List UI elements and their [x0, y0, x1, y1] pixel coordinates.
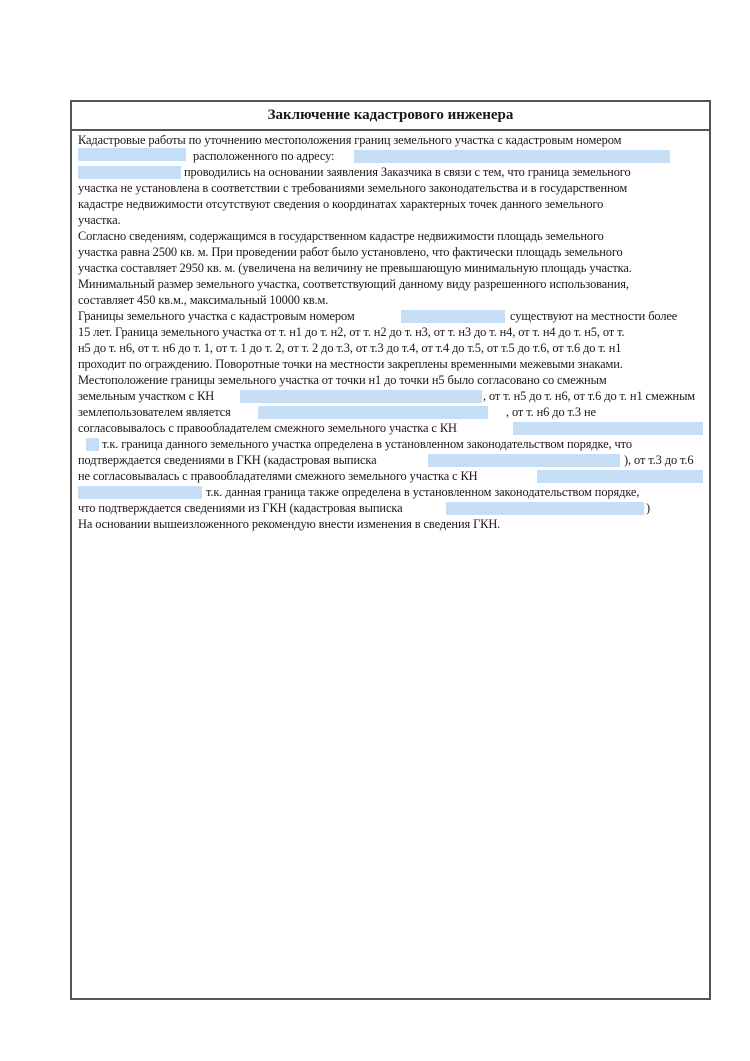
text-line: земельным участком с КН , от т. н5 до т. н6, от т.6 до т. н1 смежным — [78, 389, 696, 403]
redacted-address — [354, 150, 670, 163]
redacted-cadastral-number — [78, 148, 186, 161]
text-line: участка. — [78, 213, 121, 227]
text-line: согласовывалось с правообладателем смежного земельного участка с КН — [78, 420, 703, 436]
text-line: Местоположение границы земельного участка от точки н1 до точки н5 было согласовано со смежным — [78, 373, 607, 387]
text-line: участка не установлена в соответствии с требованиями земельного законодательства и в государственном — [78, 181, 628, 195]
conclusion-frame — [70, 100, 711, 1000]
redacted-land-user — [258, 406, 488, 419]
text-line: подтверждается сведениями в ГКН (кадастровая выписка ), от т.3 до т.6 — [78, 453, 694, 467]
text-line: 15 лет. Граница земельного участка от т. н1 до т. н2, от т. н2 до т. н3, от т. н3 до т. н4, от т. н4 до т. н5, от т. — [78, 325, 625, 339]
redacted-neighbor-cadastral-number-continued — [78, 486, 202, 499]
text-line: т.к. граница данного земельного участка определена в установленном законодательством порядке, что — [78, 436, 703, 452]
text-line: Минимальный размер земельного участка, соответствующий данному виду разрешенного использования, — [78, 277, 629, 291]
redacted-cadastral-extract — [446, 502, 644, 515]
text-line: составляет 450 кв.м., максимальный 10000 кв.м. — [78, 293, 329, 307]
redacted-neighbor-cadastral-number-continued — [86, 438, 99, 451]
redacted-neighbor-cadastral-number — [240, 390, 482, 403]
redacted-cadastral-extract — [428, 454, 620, 467]
text-line: что подтверждается сведениями из ГКН (кадастровая выписка ) — [78, 501, 651, 515]
text-line: землепользователем является , от т. н6 до т.3 не — [78, 405, 596, 419]
text-line: проводились на основании заявления Заказчика в связи с тем, что граница земельного — [78, 164, 703, 180]
text-line: проходит по ограждению. Поворотные точки на местности закреплены временными межевыми знаками. — [78, 357, 623, 371]
text-line: н5 до т. н6, от т. н6 до т. 1, от т. 1 до т. 2, от т. 2 до т.3, от т.3 до т.4, от т.4 до т.5, от т.5 до т.6, от т.6 до т. н1 — [78, 341, 622, 355]
redacted-cadastral-number — [401, 310, 505, 323]
text-line: расположенного по адресу: — [78, 148, 703, 164]
text-line: На основании вышеизложенного рекомендую внести изменения в сведения ГКН. — [78, 517, 501, 531]
text-line: участка равна 2500 кв. м. При проведении работ было установлено, что фактически площадь земельного — [78, 245, 623, 259]
text-line: кадастре недвижимости отсутствуют сведения о координатах характерных точек данного земельного — [78, 197, 604, 211]
redacted-neighbor-cadastral-number — [537, 470, 703, 483]
redacted-address-continued — [78, 166, 181, 179]
text-line: Границы земельного участка с кадастровым номером существуют на местности более — [78, 309, 678, 323]
text-line: Кадастровые работы по уточнению местоположения границ земельного участка с кадастровым номером — [78, 133, 622, 147]
text-line: т.к. данная граница также определена в установленном законодательством порядке, — [78, 484, 703, 500]
text-line: Согласно сведениям, содержащимся в государственном кадастре недвижимости площадь земельного — [78, 229, 604, 243]
page-title: Заключение кадастрового инженера — [72, 102, 709, 131]
text-line: не согласовывалась с правообладателями смежного земельного участка с КН — [78, 468, 703, 484]
text-line: участка составляет 2950 кв. м. (увеличена на величину не превышающую минимальную площадь участка. — [78, 261, 632, 275]
redacted-neighbor-cadastral-number — [513, 422, 703, 435]
